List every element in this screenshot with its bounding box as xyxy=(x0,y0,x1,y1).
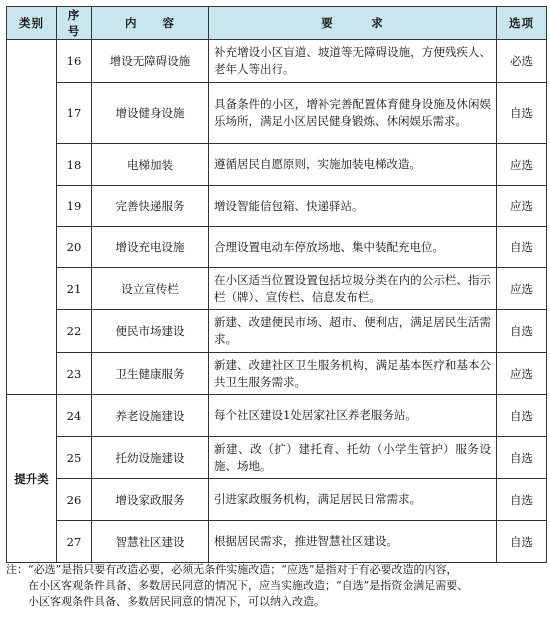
row-no: 25 xyxy=(57,437,92,479)
category-cell-lower: 提升类 xyxy=(7,395,57,563)
table-row xyxy=(7,353,547,395)
row-no: 16 xyxy=(57,40,92,83)
header-no: 序号 xyxy=(57,7,92,40)
category-cell-upper xyxy=(7,40,57,395)
table-row xyxy=(7,479,547,521)
row-option: 必选 xyxy=(497,40,547,83)
header-category: 类别 xyxy=(7,7,57,40)
row-requirement: 引进家政服务机构，满足居民日常需求。 xyxy=(209,479,497,521)
row-content: 电梯加装 xyxy=(92,144,209,186)
row-content: 托幼设施建设 xyxy=(92,437,209,479)
table-header-row xyxy=(7,7,547,40)
row-no: 17 xyxy=(57,83,92,144)
table-row xyxy=(7,40,547,83)
footnote-line: 小区客观条件具备、多数居民同意的情况下，可以纳入改造。 xyxy=(28,595,325,608)
table-row xyxy=(7,521,547,563)
row-no: 22 xyxy=(57,310,92,353)
row-content: 增设充电设施 xyxy=(92,227,209,268)
table-row xyxy=(7,395,547,437)
row-option: 自选 xyxy=(497,479,547,521)
row-no: 18 xyxy=(57,144,92,186)
row-content: 增设无障碍设施 xyxy=(92,40,209,83)
footnote-line: 在小区客观条件具备、多数居民同意的情况下，应当实施改造；“自选”是指资金满足需要、 xyxy=(28,579,469,592)
footnote-line: 注：“必选”是指只要有改造必要，必须无条件实施改造；“应选”是指对于有必要改造的内容， xyxy=(6,563,458,576)
row-requirement: 每个社区建设1处居家社区养老服务站。 xyxy=(209,395,497,437)
row-option: 应选 xyxy=(497,144,547,186)
row-no: 21 xyxy=(57,268,92,310)
header-requirement: 要 求 xyxy=(209,7,497,40)
row-option: 应选 xyxy=(497,353,547,395)
row-option: 自选 xyxy=(497,310,547,353)
row-requirement: 遵循居民自愿原则，实施加装电梯改造。 xyxy=(209,144,497,186)
table-row xyxy=(7,83,547,144)
row-content: 完善快递服务 xyxy=(92,186,209,227)
row-no: 24 xyxy=(57,395,92,437)
renovation-items-table xyxy=(6,6,547,563)
row-option: 应选 xyxy=(497,186,547,227)
row-option: 自选 xyxy=(497,227,547,268)
table-row xyxy=(7,310,547,353)
row-no: 23 xyxy=(57,353,92,395)
table-row xyxy=(7,186,547,227)
row-requirement: 新建、改（扩）建托育、托幼（小学生管护）服务设施、场地。 xyxy=(209,437,497,479)
row-option: 自选 xyxy=(497,437,547,479)
table-row xyxy=(7,227,547,268)
table-row xyxy=(7,144,547,186)
row-no: 19 xyxy=(57,186,92,227)
row-option: 自选 xyxy=(497,395,547,437)
row-requirement: 补充增设小区盲道、坡道等无障碍设施，方便残疾人、老年人等出行。 xyxy=(209,40,497,83)
table-row xyxy=(7,268,547,310)
row-option: 自选 xyxy=(497,83,547,144)
row-requirement: 具备条件的小区，增补完善配置体育健身设施及休闲娱乐场所，满足小区居民健身锻炼、休闲娱乐需求。 xyxy=(209,83,497,144)
row-content: 设立宣传栏 xyxy=(92,268,209,310)
row-content: 卫生健康服务 xyxy=(92,353,209,395)
row-content: 智慧社区建设 xyxy=(92,521,209,563)
header-option: 选项 xyxy=(497,7,547,40)
header-content: 内 容 xyxy=(92,7,209,40)
table-footnote xyxy=(6,562,546,610)
row-requirement: 根据居民需求，推进智慧社区建设。 xyxy=(209,521,497,563)
row-content: 增设健身设施 xyxy=(92,83,209,144)
row-requirement: 新建、改建便民市场、超市、便利店，满足居民生活需求。 xyxy=(209,310,497,353)
row-no: 20 xyxy=(57,227,92,268)
row-requirement: 在小区适当位置设置包括垃圾分类在内的公示栏、指示栏（牌）、宣传栏、信息发布栏。 xyxy=(209,268,497,310)
row-no: 26 xyxy=(57,479,92,521)
row-requirement: 合理设置电动车停放场地、集中装配充电位。 xyxy=(209,227,497,268)
row-content: 增设家政服务 xyxy=(92,479,209,521)
row-requirement: 增设智能信包箱、快递驿站。 xyxy=(209,186,497,227)
table-row xyxy=(7,437,547,479)
row-content: 便民市场建设 xyxy=(92,310,209,353)
row-content: 养老设施建设 xyxy=(92,395,209,437)
row-requirement: 新建、改建社区卫生服务机构，满足基本医疗和基本公共卫生服务需求。 xyxy=(209,353,497,395)
row-option: 自选 xyxy=(497,521,547,563)
row-option: 应选 xyxy=(497,268,547,310)
row-no: 27 xyxy=(57,521,92,563)
